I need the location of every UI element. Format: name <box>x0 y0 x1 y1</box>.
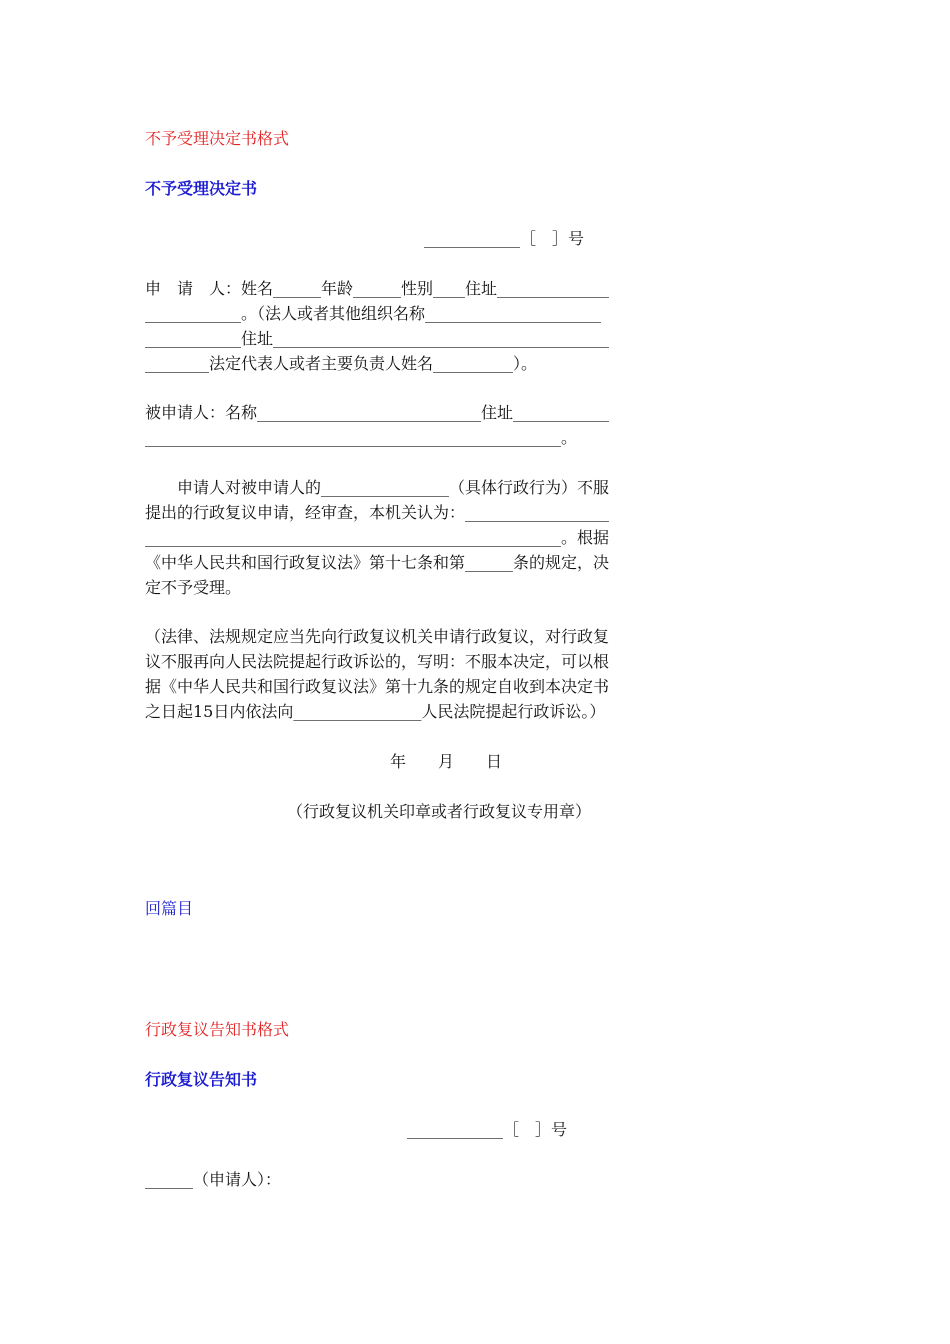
seal-line: （行政复议机关印章或者行政复议专用章） <box>287 802 592 821</box>
note-line: 之日起15日内依法向________________人民法院提起行政诉讼。） <box>145 702 606 721</box>
note-line: 议不服再向人民法院提起行政诉讼的，写明：不服本决定，可以根 <box>145 652 610 671</box>
note-line: （法律、法规规定应当先向行政复议机关申请行政复议，对行政复 <box>145 627 610 646</box>
date-line: 年 月 日 <box>390 752 503 771</box>
respondent-line: ____________________________________________________。 <box>145 428 578 447</box>
body-line: 《中华人民共和国行政复议法》第十七条和第______条的规定，决 <box>145 553 610 572</box>
applicant-line: ________法定代表人或者主要负责人姓名__________）。 <box>145 354 538 373</box>
body-line: 申请人对被申请人的________________（具体行政行为）不服 <box>145 478 610 497</box>
body-line: 定不予受理。 <box>145 578 242 597</box>
applicant-line: 申 请 人：姓名______年龄______性别____住址______________ <box>145 279 610 298</box>
format-title-1: 不予受理决定书格式 <box>145 129 290 148</box>
respondent-line: 被申请人：名称____________________________住址____________ <box>145 403 610 422</box>
body-line: ____________________________________________________。根据 <box>145 528 610 547</box>
doc-number-2: ____________［ ］号 <box>407 1120 568 1139</box>
applicant-line: ____________住址__________________________________________ <box>145 329 610 348</box>
format-title-2: 行政复议告知书格式 <box>145 1020 290 1039</box>
addressee-line: ______（申请人）： <box>145 1170 282 1189</box>
back-to-contents-link[interactable]: 回篇目 <box>145 899 194 918</box>
applicant-line: ____________。（法人或者其他组织名称______________________ <box>145 304 602 323</box>
doc-title-1: 不予受理决定书 <box>145 179 258 198</box>
doc-title-2: 行政复议告知书 <box>145 1070 258 1089</box>
note-line: 据《中华人民共和国行政复议法》第十九条的规定自收到本决定书 <box>145 677 610 696</box>
doc-number-1: ____________［ ］号 <box>424 229 585 248</box>
body-line: 提出的行政复议申请，经审查，本机关认为：__________________ <box>145 503 610 522</box>
